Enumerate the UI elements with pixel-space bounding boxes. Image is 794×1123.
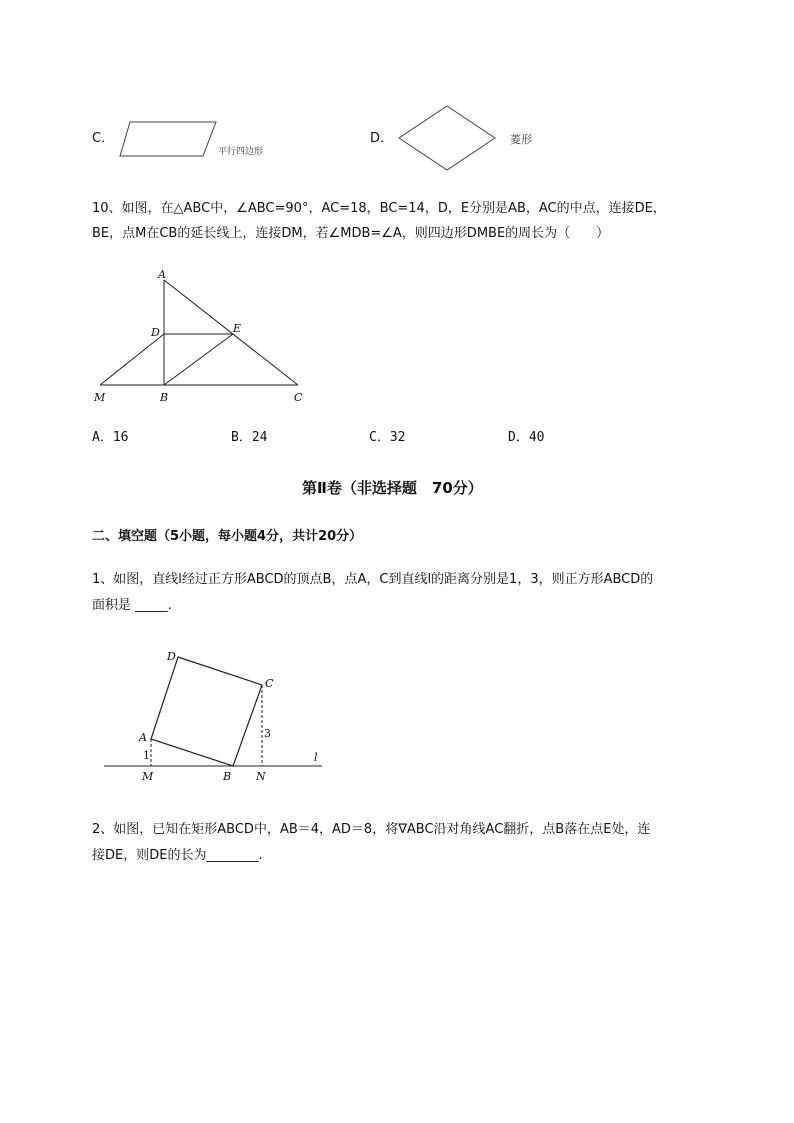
- parallelogram-caption: 平行四边形: [218, 147, 264, 157]
- q10-text-line1: 10、如图，在△ABC中，∠ABC=90°，AC=18，BC=14，D，E分别是AB，AC的中点，连接DE，: [92, 201, 666, 216]
- fill1-label-d: D: [167, 650, 176, 663]
- fill1-label-n: N: [256, 770, 266, 783]
- fill2-text-line2: 接DE，则DE的长为________.: [92, 848, 263, 863]
- q10-label-a: A: [158, 268, 166, 281]
- q10-option-d: D．40: [508, 430, 545, 445]
- q10-option-a: A．16: [92, 430, 129, 445]
- fill2-text-line1: 2、如图，已知在矩形ABCD中，AB＝4，AD＝8，将∇ABC沿对角线AC翻折，点B落在点E处，连: [92, 822, 651, 837]
- q10-label-m: M: [94, 391, 106, 404]
- fill1-label-l: l: [314, 751, 318, 764]
- fill1-label-c: C: [265, 677, 274, 690]
- fill1-text-line2: 面积是 _____.: [92, 598, 172, 613]
- option-c-label: C．: [92, 131, 115, 146]
- q10-label-d: D: [151, 326, 160, 339]
- fill1-text-line1: 1、如图，直线l经过正方形ABCD的顶点B，点A，C到直线l的距离分别是1，3，则正方形ABCD的: [92, 572, 654, 587]
- rhombus-caption: 菱形: [510, 133, 532, 146]
- fill1-label-b: B: [223, 770, 232, 783]
- option-d-label: D．: [370, 131, 394, 146]
- fill1-label-3: 3: [264, 727, 271, 740]
- rhombus-figure: [397, 104, 497, 172]
- fill1-square-figure: [100, 645, 330, 785]
- q10-triangle-figure: [90, 265, 320, 410]
- fill-in-heading: 二、填空题（5小题，每小题4分，共计20分）: [92, 529, 363, 544]
- fill1-label-m: M: [142, 770, 154, 783]
- q10-option-c: C．32: [369, 430, 406, 445]
- section-2-title: 第Ⅱ卷（非选择题 70分）: [302, 479, 483, 497]
- q10-label-c: C: [294, 391, 303, 404]
- q10-label-b: B: [160, 391, 169, 404]
- q10-label-e: E: [233, 322, 242, 335]
- q10-option-b: B．24: [231, 430, 268, 445]
- q10-text-line2: BE，点M在CB的延长线上，连接DM，若∠MDB=∠A，则四边形DMBE的周长为（ ）: [92, 226, 610, 241]
- parallelogram-figure: [118, 120, 218, 158]
- fill1-label-1: 1: [143, 749, 150, 762]
- fill1-label-a: A: [139, 731, 147, 744]
